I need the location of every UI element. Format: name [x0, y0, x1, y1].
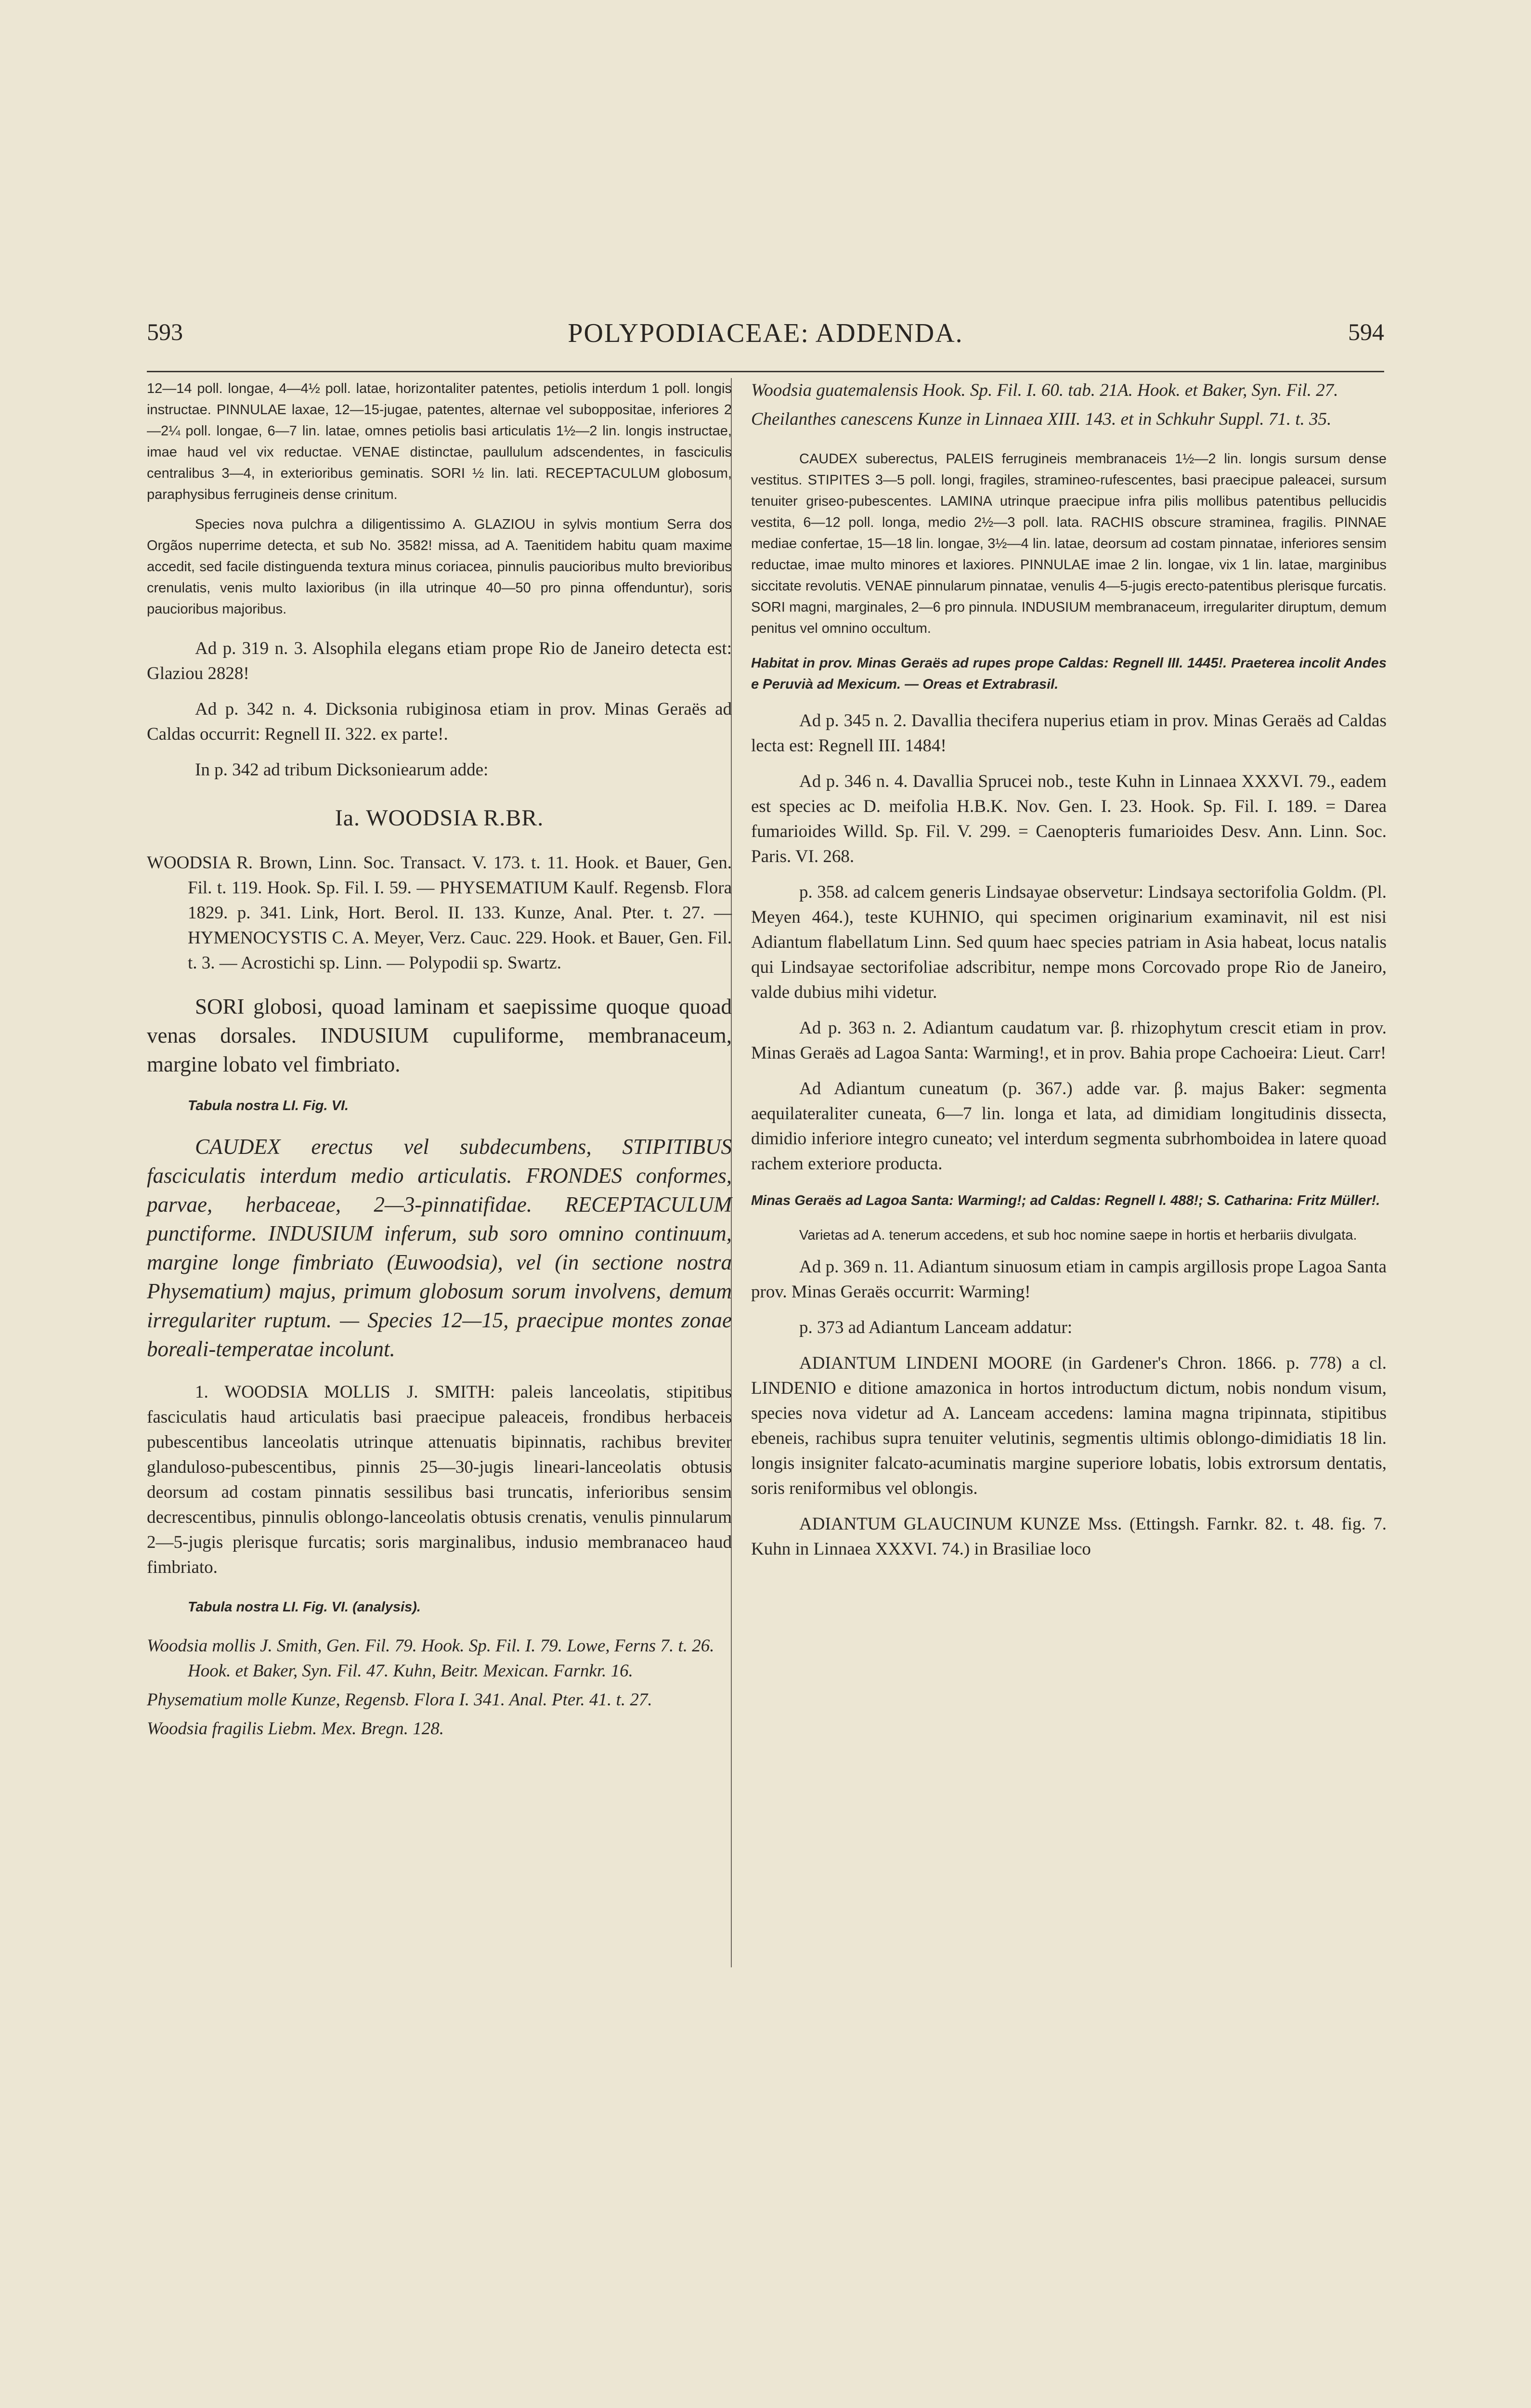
- synonym-reference: Cheilanthes canescens Kunze in Linnaea XIII. 143. et in Schkuhr Suppl. 71. t. 35.: [751, 409, 1332, 429]
- synonym-reference: Woodsia fragilis Liebm. Mex. Bregn. 128.: [147, 1719, 444, 1739]
- page-header: [147, 318, 1384, 361]
- page-number-right: 594: [1348, 318, 1384, 345]
- species-adiantum-lindeni: ADIANTUM LINDENI MOORE (in Gardener's Chron. 1866. p. 778) a cl. LINDENIO e ditione amazonica in hortos introductum dictum, nobis nondum visum, species nova videtur ad A. Lanceam accedens: lamina magna tripinnata, stipitibus ebeneis, rachibus supra tenuiter velutinis, segmentis ultimis oblongo-dimidiatis 18 lin. longis insigniter falcato-acuminatis margine superiore lobatis, lobis extrorsum dentatis, soris reniformibus vel oblongis.: [751, 1353, 1387, 1498]
- addendum-davallia-sprucei: Ad p. 346 n. 4. Davallia Sprucei nob., teste Kuhn in Linnaea XXXVI. 79., eadem est species ac D. meifolia H.B.K. Nov. Gen. I. 23. Hook. Sp. Fil. I. 189. = Darea fumarioides Willd. Sp. Fil. V. 299. = Caenopteris fumarioides Desv. Ann. Linn. Soc. Paris. VI. 268.: [751, 772, 1387, 866]
- description-continued: 12—14 poll. longae, 4—4½ poll. latae, horizontaliter patentes, petiolis interdum 1 poll. longis instructae. PINNULAE laxae, 12—15-jugae, patentes, alternae vel suboppositae, inferiores 2—2¼ poll. longae, 6—7 lin. latae, omnes petiolis basi articulatis 1½—2 lin. longis instructae, imae haud vel vix reductae. VENAE distinctae, paullulum adscendentes, in fasciculis centralibus 3—4, in exterioribus geminatis. SORI ½ lin. lati. RECEPTACULUM globosum, paraphysibus ferrugineis dense crinitum.: [147, 381, 732, 502]
- addendum-adiantum-lancea: p. 373 ad Adiantum Lanceam addatur:: [799, 1318, 1073, 1337]
- species-description: CAUDEX suberectus, PALEIS ferrugineis membranaceis 1½—2 lin. longis sursum dense vestitus. STIPITES 3—5 poll. longi, fragiles, stramineo-rufescentes, basi praecipue paleacei, sursum tenuiter griseo-pubescentes. LAMINA utrinque praecipue infra pilis mollibus patentibus pellucidis vestita, 6—12 poll. longa, medio 2½—3 poll. lata. RACHIS obscure straminea, fragilis. PINNAE mediae confertae, 15—18 lin. longae, 3½—4 lin. latae, deorsum ad costam pinnatae, inferiores sensim reductae, imae multo minores et laxiores. PINNULAE imae 2 lin. longae, vix 1 lin. latae, marginibus siccitate revolutis. VENAE pinnularum pinnatae, venulis 4—5-jugis erecto-patentibus plerisque furcatis. SORI magni, marginales, 2—6 pro pinnula. INDUSIUM membranaceum, irregulariter diruptum, demum penitus vel omnino occultum.: [751, 451, 1387, 636]
- genus-heading: Ia. WOODSIA R.BR.: [335, 805, 544, 831]
- synonym-reference: Woodsia mollis J. Smith, Gen. Fil. 79. Hook. Sp. Fil. I. 79. Lowe, Ferns 7. t. 26. Hook. et Baker, Syn. Fil. 47. Kuhn, Beitr. Mexican. Farnkr. 16.: [147, 1636, 714, 1681]
- addendum-lindsaya: p. 358. ad calcem generis Lindsayae observetur: Lindsaya sectorifolia Goldm. (Pl. Meyen 464.), teste KUHNIO, qui specimen originarium examinavit, nil est nisi Adiantum flabellatum Linn. Sed quum haec species patriam in Asia habeat, locus natalis qui Lindsayae sectorifoliae adscribitur, nempe mons Corcovado prope Rio de Janeiro, valde dubius mihi videtur.: [751, 882, 1387, 1002]
- habitat-note: Minas Geraës ad Lagoa Santa: Warming!; ad Caldas: Regnell I. 488!; S. Catharina: Fritz Müller!.: [751, 1193, 1380, 1208]
- genus-description: CAUDEX erectus vel subdecumbens, STIPITIBUS fasciculatis interdum medio articulatis. FRONDES conformes, parvae, herbaceae, 2—3-pinnatifidae. RECEPTACULUM punctiforme. INDUSIUM inferum, sub soro omnino continuum, margine longe fimbriato (Euwoodsia), vel (in sectione nostra Physematium) majus, primum globosum sorum involvens, demum irregulariter ruptum. — Species 12—15, praecipue montes zonae boreali-temperatae incolunt.: [147, 1135, 732, 1361]
- synonym-reference: Woodsia guatemalensis Hook. Sp. Fil. I. 60. tab. 21A. Hook. et Baker, Syn. Fil. 27.: [751, 380, 1338, 400]
- addendum-adiantum-sinuosum: Ad p. 369 n. 11. Adiantum sinuosum etiam in campis argillosis prope Lagoa Santa prov. Minas Geraës occurrit: Warming!: [751, 1257, 1387, 1302]
- addendum-adiantum-caudatum: Ad p. 363 n. 2. Adiantum caudatum var. β. rhizophytum crescit etiam in prov. Minas Geraës ad Lagoa Santa: Warming!, et in prov. Bahia prope Cachoeira: Lieut. Carr!: [751, 1018, 1387, 1063]
- running-title: POLYPODIACEAE: ADDENDA.: [568, 318, 963, 348]
- addendum-adiantum-cuneatum: Ad Adiantum cuneatum (p. 367.) adde var. β. majus Baker: segmenta aequilateraliter cuneata, 6—7 lin. longa et lata, ad dimidiam longitudinis dissecta, dimidio inferiore integro cuneato; vel interdum segmenta subrhomboidea in latere quoad rachem exteriore producta.: [751, 1079, 1387, 1174]
- species-note: Species nova pulchra a diligentissimo A. GLAZIOU in sylvis montium Serra dos Orgãos nuperrime detecta, et sub No. 3582! missa, ad A. Taenitidem habitu quam maxime accedit, sed facile distinguenda textura minus coriacea, pinnulis paucioribus multo brevioribus crenulatis, venis multo laxioribus (in illa utrinque 40—50 pro pinna offenduntur), soris paucioribus majoribus.: [147, 517, 732, 617]
- plate-reference: Tabula nostra LI. Fig. VI.: [188, 1098, 349, 1113]
- habitat-note: Habitat in prov. Minas Geraës ad rupes prope Caldas: Regnell III. 1445!. Praeterea incolit Andes e Peruvià ad Mexicum. — Oreas et Extrabrasil.: [751, 655, 1387, 692]
- synonym-reference: Physematium molle Kunze, Regensb. Flora I. 341. Anal. Pter. 41. t. 27.: [147, 1690, 652, 1710]
- addendum-alsophila: Ad p. 319 n. 3. Alsophila elegans etiam prope Rio de Janeiro detecta est: Glaziou 2828!: [147, 639, 732, 683]
- left-column: [147, 378, 732, 1745]
- addendum-davallia-thecifera: Ad p. 345 n. 2. Davallia thecifera nuperius etiam in prov. Minas Geraës ad Caldas lecta est: Regnell III. 1484!: [751, 711, 1387, 756]
- right-column: [751, 378, 1387, 1572]
- variety-note: Varietas ad A. tenerum accedens, et sub hoc nomine saepe in hortis et herbariis divulgata.: [799, 1228, 1357, 1243]
- header-rule: [147, 371, 1384, 372]
- genus-synonymy: WOODSIA R. Brown, Linn. Soc. Transact. V. 173. t. 11. Hook. et Bauer, Gen. Fil. t. 119. Hook. Sp. Fil. I. 59. — PHYSEMATIUM Kaulf. Regensb. Flora 1829. p. 341. Link, Hort. Berol. II. 133. Kunze, Anal. Pter. t. 27. — HYMENOCYSTIS C. A. Meyer, Verz. Cauc. 229. Hook. et Bauer, Gen. Fil. t. 3. — Acrostichi sp. Linn. — Polypodii sp. Swartz.: [147, 853, 732, 973]
- genus-character: SORI globosi, quoad laminam et saepissime quoque quoad venas dorsales. INDUSIUM cupuliforme, membranaceum, margine lobato vel fimbriato.: [147, 995, 732, 1076]
- species-adiantum-glaucinum: ADIANTUM GLAUCINUM KUNZE Mss. (Ettingsh. Farnkr. 82. t. 48. fig. 7. Kuhn in Linnaea XXXVI. 74.) in Brasiliae loco: [751, 1514, 1387, 1559]
- addendum-dicksonia: Ad p. 342 n. 4. Dicksonia rubiginosa etiam in prov. Minas Geraës ad Caldas occurrit: Regnell II. 322. ex parte!.: [147, 699, 732, 744]
- page-number-left: 593: [147, 318, 183, 345]
- plate-reference-analysis: Tabula nostra LI. Fig. VI. (analysis).: [188, 1599, 421, 1615]
- addendum-tribe: In p. 342 ad tribum Dicksoniearum adde:: [195, 760, 489, 780]
- species-diagnosis: 1. WOODSIA MOLLIS J. SMITH: paleis lanceolatis, stipitibus fasciculatis haud articulatis basi praecipue paleaceis, frondibus herbaceis pubescentibus lanceolatis utrinque attenuatis bipinnatis, rachibus breviter glanduloso-pubescentibus, pinnis 25—30-jugis lineari-lanceolatis obtusis deorsum ad costam pinnatis sessilibus basi truncatis, inferioribus sensim decrescentibus, pinnulis oblongo-lanceolatis obtusis crenatis, venulis pinnularum 2—5-jugis plerisque furcatis; soris marginalibus, indusio membranaceo haud fimbriato.: [147, 1382, 732, 1577]
